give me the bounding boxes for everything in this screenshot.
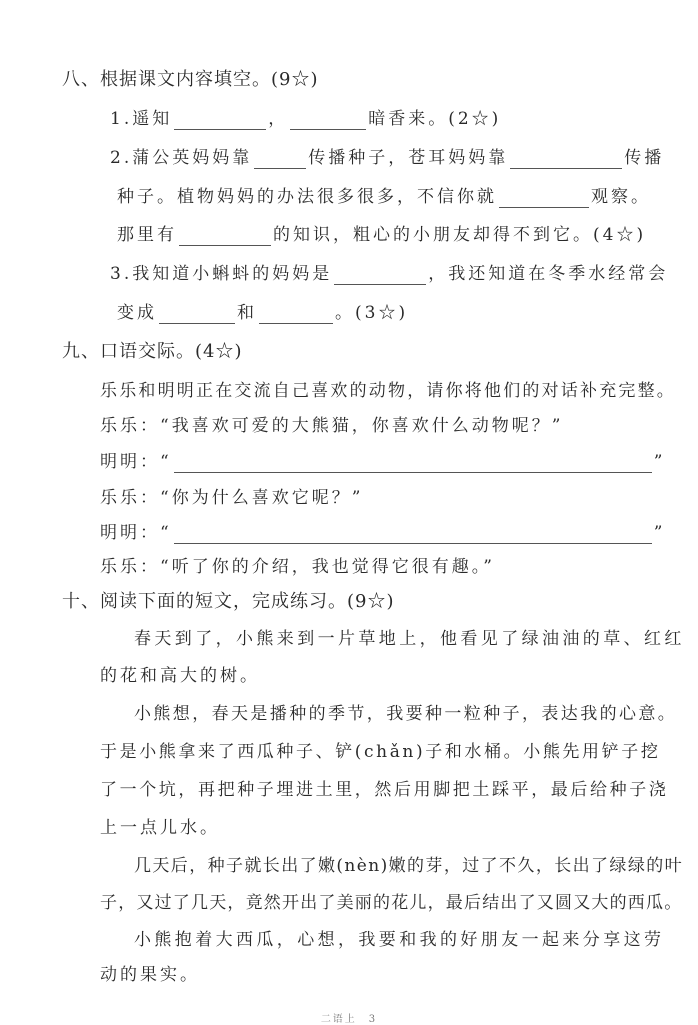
answer-blank[interactable] — [174, 525, 652, 544]
q2-text-e: 观察。 — [591, 187, 651, 207]
dialogue-line: 乐乐：“你为什么喜欢它呢？” — [100, 488, 364, 508]
q2-text-c: 传播 — [624, 148, 665, 168]
q2-text-a: 2.蒲公英妈妈靠 — [110, 148, 253, 168]
q3-text-a: 3.我知道小蝌蚪的妈妈是 — [110, 264, 333, 284]
answer-blank[interactable] — [159, 305, 235, 324]
passage-line: 了一个坑，再把种子埋进土里，然后用脚把土踩平，最后给种子浇 — [100, 780, 669, 800]
answer-blank[interactable] — [174, 111, 266, 130]
speaker: 明明：“ — [100, 452, 172, 472]
dialogue-answer-line — [100, 451, 665, 473]
answer-blank[interactable] — [259, 305, 333, 324]
answer-blank[interactable] — [174, 454, 652, 473]
passage-line: 上一点儿水。 — [100, 818, 220, 838]
q3-text-e: 。(3☆) — [335, 303, 409, 323]
answer-blank[interactable] — [510, 150, 622, 169]
passage-line: 小熊抱着大西瓜，心想，我要和我的好朋友一起来分享这劳 — [134, 930, 665, 950]
section-10-title: 十、阅读下面的短文，完成练习。(9☆) — [62, 591, 395, 612]
q2-text-b: 传播种子，苍耳妈妈靠 — [308, 148, 509, 168]
answer-blank[interactable] — [179, 227, 271, 246]
page-footer: 二语上 3 — [320, 1014, 378, 1025]
answer-blank[interactable] — [290, 111, 366, 130]
answer-blank[interactable] — [254, 150, 306, 169]
question-8-2-line3 — [117, 224, 646, 246]
passage-line: 几天后，种子就长出了嫩(nèn)嫩的芽，过了不久，长出了绿绿的叶 — [134, 856, 684, 876]
q1-text-a: 1.遥知 — [110, 109, 173, 129]
answer-blank[interactable] — [499, 189, 589, 208]
close-quote: ” — [653, 452, 666, 472]
speaker: 明明：“ — [100, 523, 172, 543]
q3-text-b: ，我还知道在冬季水经常会 — [428, 264, 669, 284]
passage-line: 于是小熊拿来了西瓜种子、铲(chǎn)子和水桶。小熊先用铲子挖 — [100, 742, 661, 762]
dialogue-line: 乐乐：“听了你的介绍，我也觉得它很有趣。” — [100, 557, 495, 577]
q2-text-d: 种子。植物妈妈的办法很多很多，不信你就 — [117, 187, 497, 207]
question-8-2 — [110, 147, 664, 169]
q3-text-d: 和 — [237, 303, 257, 323]
dialogue-answer-line — [100, 522, 665, 544]
passage-line: 的花和高大的树。 — [100, 666, 260, 686]
question-8-2-line2 — [117, 186, 651, 208]
section-9-intro: 乐乐和明明正在交流自己喜欢的动物，请你将他们的对话补充完整。 — [100, 381, 676, 401]
q1-text-c: 暗香来。(2☆) — [368, 109, 502, 129]
question-8-3 — [110, 263, 668, 285]
section-8-title: 八、根据课文内容填空。(9☆) — [62, 69, 319, 90]
passage-line: 子，又过了几天，竟然开出了美丽的花儿，最后结出了又圆又大的西瓜。 — [100, 893, 683, 913]
dialogue-line: 乐乐：“我喜欢可爱的大熊猫，你喜欢什么动物呢？” — [100, 416, 564, 436]
passage-line: 春天到了，小熊来到一片草地上，他看见了绿油油的草、红红 — [134, 629, 685, 649]
question-8-3-line2 — [117, 302, 408, 324]
passage-line: 小熊想，春天是播种的季节，我要种一粒种子，表达我的心意。 — [134, 704, 678, 724]
section-9-title: 九、口语交际。(4☆) — [62, 341, 243, 362]
q1-text-b: ， — [268, 109, 289, 129]
question-8-1 — [110, 108, 501, 130]
close-quote: ” — [653, 523, 666, 543]
q3-text-c: 变成 — [117, 303, 157, 323]
q2-text-f: 那里有 — [117, 225, 177, 245]
q2-text-g: 的知识，粗心的小朋友却得不到它。(4☆) — [273, 225, 647, 245]
answer-blank[interactable] — [334, 266, 426, 285]
passage-line: 动的果实。 — [100, 965, 200, 985]
